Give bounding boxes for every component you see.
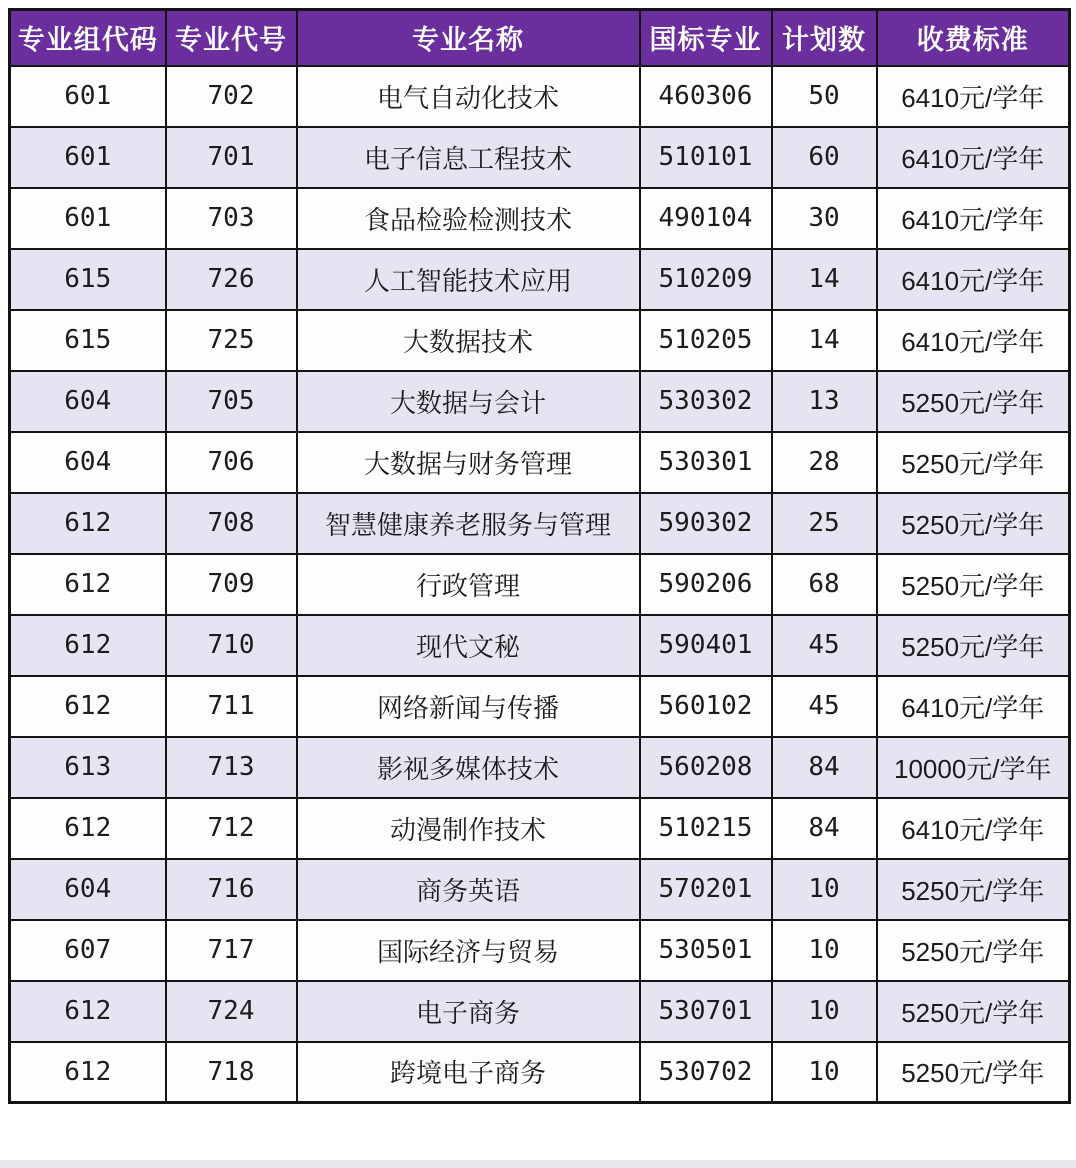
cell-fee: 5250元/学年 bbox=[877, 859, 1070, 920]
cell-national-code: 510101 bbox=[640, 127, 772, 188]
header-cell-group-code: 专业组代码 bbox=[10, 10, 166, 66]
table-body bbox=[10, 66, 1070, 1103]
cell-major-code: 711 bbox=[166, 676, 297, 737]
cell-plan-count: 25 bbox=[772, 493, 877, 554]
cell-fee: 10000元/学年 bbox=[877, 737, 1070, 798]
cell-group-code: 612 bbox=[10, 615, 166, 676]
cell-national-code: 560208 bbox=[640, 737, 772, 798]
table-row bbox=[10, 981, 1070, 1042]
cell-national-code: 530301 bbox=[640, 432, 772, 493]
table-row bbox=[10, 859, 1070, 920]
cell-group-code: 612 bbox=[10, 981, 166, 1042]
cell-fee: 5250元/学年 bbox=[877, 554, 1070, 615]
table-row bbox=[10, 66, 1070, 127]
cell-national-code: 570201 bbox=[640, 859, 772, 920]
cell-major-name: 大数据技术 bbox=[297, 310, 640, 371]
cell-major-code: 716 bbox=[166, 859, 297, 920]
cell-major-name: 智慧健康养老服务与管理 bbox=[297, 493, 640, 554]
cell-major-name: 电气自动化技术 bbox=[297, 66, 640, 127]
cell-group-code: 601 bbox=[10, 66, 166, 127]
table-row bbox=[10, 798, 1070, 859]
cell-major-code: 702 bbox=[166, 66, 297, 127]
cell-national-code: 460306 bbox=[640, 66, 772, 127]
cell-major-name: 电子商务 bbox=[297, 981, 640, 1042]
cell-national-code: 590401 bbox=[640, 615, 772, 676]
cell-group-code: 604 bbox=[10, 371, 166, 432]
header-cell-fee: 收费标准 bbox=[877, 10, 1070, 66]
cell-major-name: 食品检验检测技术 bbox=[297, 188, 640, 249]
cell-major-code: 718 bbox=[166, 1042, 297, 1103]
cell-major-name: 影视多媒体技术 bbox=[297, 737, 640, 798]
cell-major-name: 动漫制作技术 bbox=[297, 798, 640, 859]
cell-group-code: 612 bbox=[10, 676, 166, 737]
cell-group-code: 612 bbox=[10, 493, 166, 554]
cell-major-name: 行政管理 bbox=[297, 554, 640, 615]
cell-major-name: 网络新闻与传播 bbox=[297, 676, 640, 737]
cell-major-code: 709 bbox=[166, 554, 297, 615]
cell-major-code: 708 bbox=[166, 493, 297, 554]
cell-major-code: 710 bbox=[166, 615, 297, 676]
cell-major-name: 商务英语 bbox=[297, 859, 640, 920]
cell-fee: 6410元/学年 bbox=[877, 188, 1070, 249]
cell-fee: 6410元/学年 bbox=[877, 66, 1070, 127]
header-cell-major-name: 专业名称 bbox=[297, 10, 640, 66]
cell-fee: 5250元/学年 bbox=[877, 981, 1070, 1042]
cell-plan-count: 10 bbox=[772, 1042, 877, 1103]
header-cell-plan-count: 计划数 bbox=[772, 10, 877, 66]
cell-plan-count: 30 bbox=[772, 188, 877, 249]
cell-major-code: 713 bbox=[166, 737, 297, 798]
cell-national-code: 560102 bbox=[640, 676, 772, 737]
cell-major-code: 703 bbox=[166, 188, 297, 249]
table-row bbox=[10, 249, 1070, 310]
header-cell-major-code: 专业代号 bbox=[166, 10, 297, 66]
cell-national-code: 530302 bbox=[640, 371, 772, 432]
cell-fee: 5250元/学年 bbox=[877, 493, 1070, 554]
cell-major-code: 705 bbox=[166, 371, 297, 432]
table-row bbox=[10, 1042, 1070, 1103]
cell-group-code: 604 bbox=[10, 432, 166, 493]
cell-major-name: 电子信息工程技术 bbox=[297, 127, 640, 188]
cell-plan-count: 10 bbox=[772, 859, 877, 920]
cell-major-name: 跨境电子商务 bbox=[297, 1042, 640, 1103]
cell-plan-count: 45 bbox=[772, 676, 877, 737]
cell-group-code: 612 bbox=[10, 798, 166, 859]
cell-group-code: 612 bbox=[10, 1042, 166, 1103]
table-row bbox=[10, 615, 1070, 676]
cell-plan-count: 14 bbox=[772, 310, 877, 371]
table-row bbox=[10, 737, 1070, 798]
header-cell-national-code: 国标专业 bbox=[640, 10, 772, 66]
cell-major-code: 726 bbox=[166, 249, 297, 310]
cell-fee: 5250元/学年 bbox=[877, 920, 1070, 981]
cell-group-code: 601 bbox=[10, 188, 166, 249]
cell-major-code: 725 bbox=[166, 310, 297, 371]
cell-group-code: 604 bbox=[10, 859, 166, 920]
cell-group-code: 615 bbox=[10, 310, 166, 371]
table-row bbox=[10, 920, 1070, 981]
cell-national-code: 590302 bbox=[640, 493, 772, 554]
cell-group-code: 615 bbox=[10, 249, 166, 310]
cell-plan-count: 84 bbox=[772, 798, 877, 859]
cell-major-code: 712 bbox=[166, 798, 297, 859]
table-row bbox=[10, 432, 1070, 493]
cell-fee: 6410元/学年 bbox=[877, 127, 1070, 188]
enrollment-plan-table bbox=[8, 8, 1071, 1104]
cell-plan-count: 60 bbox=[772, 127, 877, 188]
cell-national-code: 530702 bbox=[640, 1042, 772, 1103]
cell-major-code: 724 bbox=[166, 981, 297, 1042]
table-row bbox=[10, 310, 1070, 371]
table-row bbox=[10, 127, 1070, 188]
table-row bbox=[10, 371, 1070, 432]
cell-plan-count: 10 bbox=[772, 920, 877, 981]
cell-fee: 5250元/学年 bbox=[877, 615, 1070, 676]
table-row bbox=[10, 188, 1070, 249]
table-row bbox=[10, 493, 1070, 554]
bottom-margin-strip bbox=[0, 1160, 1076, 1168]
cell-plan-count: 28 bbox=[772, 432, 877, 493]
cell-plan-count: 14 bbox=[772, 249, 877, 310]
cell-plan-count: 50 bbox=[772, 66, 877, 127]
cell-fee: 6410元/学年 bbox=[877, 798, 1070, 859]
cell-group-code: 601 bbox=[10, 127, 166, 188]
cell-group-code: 607 bbox=[10, 920, 166, 981]
cell-major-name: 人工智能技术应用 bbox=[297, 249, 640, 310]
cell-national-code: 510205 bbox=[640, 310, 772, 371]
cell-group-code: 613 bbox=[10, 737, 166, 798]
cell-plan-count: 10 bbox=[772, 981, 877, 1042]
cell-major-name: 大数据与财务管理 bbox=[297, 432, 640, 493]
cell-fee: 5250元/学年 bbox=[877, 432, 1070, 493]
cell-group-code: 612 bbox=[10, 554, 166, 615]
cell-fee: 6410元/学年 bbox=[877, 676, 1070, 737]
cell-major-code: 717 bbox=[166, 920, 297, 981]
cell-major-name: 现代文秘 bbox=[297, 615, 640, 676]
table-row bbox=[10, 676, 1070, 737]
cell-fee: 6410元/学年 bbox=[877, 249, 1070, 310]
cell-national-code: 490104 bbox=[640, 188, 772, 249]
header-row bbox=[10, 10, 1070, 66]
cell-major-code: 701 bbox=[166, 127, 297, 188]
cell-major-name: 大数据与会计 bbox=[297, 371, 640, 432]
cell-national-code: 510215 bbox=[640, 798, 772, 859]
cell-major-name: 国际经济与贸易 bbox=[297, 920, 640, 981]
cell-plan-count: 68 bbox=[772, 554, 877, 615]
cell-national-code: 530501 bbox=[640, 920, 772, 981]
table-row bbox=[10, 554, 1070, 615]
cell-plan-count: 13 bbox=[772, 371, 877, 432]
cell-fee: 6410元/学年 bbox=[877, 310, 1070, 371]
cell-national-code: 510209 bbox=[640, 249, 772, 310]
cell-major-code: 706 bbox=[166, 432, 297, 493]
cell-plan-count: 84 bbox=[772, 737, 877, 798]
cell-fee: 5250元/学年 bbox=[877, 371, 1070, 432]
cell-fee: 5250元/学年 bbox=[877, 1042, 1070, 1103]
cell-plan-count: 45 bbox=[772, 615, 877, 676]
cell-national-code: 590206 bbox=[640, 554, 772, 615]
cell-national-code: 530701 bbox=[640, 981, 772, 1042]
